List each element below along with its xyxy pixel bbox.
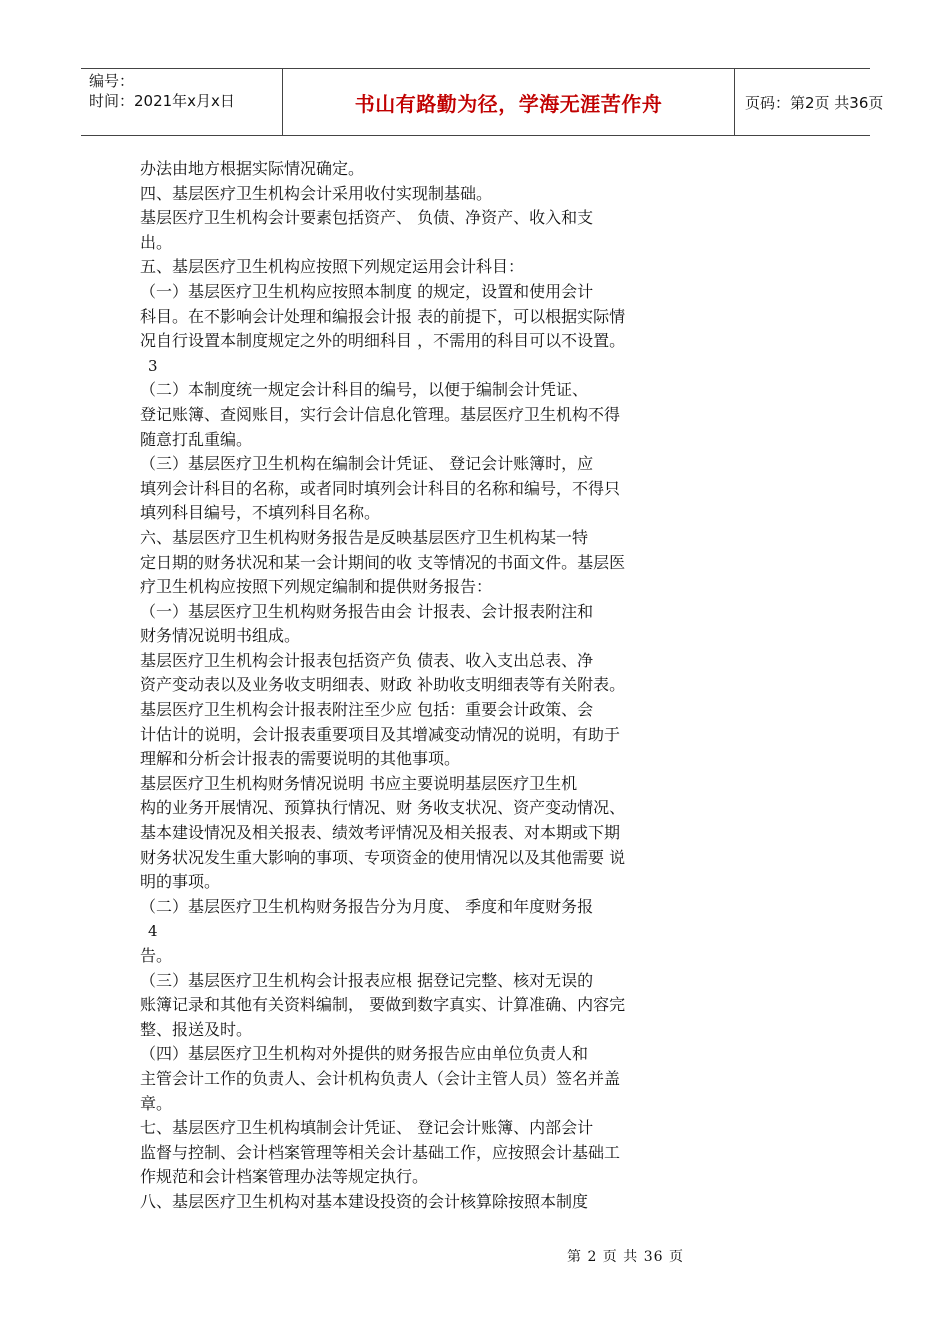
body-line: 理解和分析会计报表的需要说明的其他事项。 bbox=[140, 749, 461, 769]
body-line: 出。 bbox=[140, 232, 173, 252]
page-header bbox=[81, 68, 884, 136]
body-line: （一）基层医疗卫生机构应按照本制度 的规定，设置和使用会计 bbox=[140, 281, 594, 301]
body-line: （一）基层医疗卫生机构财务报告由会 计报表、会计报表附注和 bbox=[140, 601, 594, 621]
body-line: 明的事项。 bbox=[140, 872, 221, 892]
header-motto: 书山有路勤为径，学海无涯苦作舟 bbox=[282, 69, 735, 135]
body-line: 四、基层医疗卫生机构会计采用收付实现制基础。 bbox=[140, 183, 493, 203]
body-line: （二）基层医疗卫生机构财务报告分为月度、 季度和年度财务报 bbox=[140, 896, 594, 916]
body-line: 告。 bbox=[140, 946, 173, 965]
body-line: 基层医疗卫生机构会计要素包括资产、 负债、净资产、收入和支 bbox=[140, 208, 594, 228]
document-body bbox=[140, 157, 660, 1215]
document-number-label: 编号： bbox=[89, 72, 135, 90]
inline-page-number: 3 bbox=[148, 356, 158, 375]
body-line: 财务情况说明书组成。 bbox=[140, 626, 301, 646]
body-line: 基层医疗卫生机构会计报表附注至少应 包括：重要会计政策、会 bbox=[140, 700, 594, 720]
body-line: 资产变动表以及业务收支明细表、财政 补助收支明细表等有关附表。 bbox=[140, 675, 626, 695]
body-line: 随意打乱重编。 bbox=[140, 429, 253, 449]
body-line: 登记账簿、查阅账目，实行会计信息化管理。基层医疗卫生机构不得 bbox=[140, 404, 621, 424]
body-line: 填列科目编号，不填列科目名称。 bbox=[140, 503, 381, 523]
header-page-info: 页码：第2页 共36页 bbox=[745, 93, 884, 112]
body-line: 七、基层医疗卫生机构填制会计凭证、 登记会计账簿、内部会计 bbox=[140, 1118, 594, 1138]
body-line: 定日期的财务状况和某一会计期间的收 支等情况的书面文件。基层医 bbox=[140, 552, 626, 572]
body-line: 构的业务开展情况、预算执行情况、财 务收支状况、资产变动情况、 bbox=[140, 798, 626, 818]
body-line: 五、基层医疗卫生机构应按照下列规定运用会计科目： bbox=[140, 257, 525, 277]
body-line: 办法由地方根据实际情况确定。 bbox=[140, 159, 365, 178]
body-line: （三）基层医疗卫生机构在编制会计凭证、 登记会计账簿时，应 bbox=[140, 454, 594, 474]
body-line: 基层医疗卫生机构会计报表包括资产负 债表、收入支出总表、净 bbox=[140, 650, 594, 670]
page-footer: 第 2 页 共 36 页 bbox=[567, 1249, 684, 1265]
body-line: 整、报送及时。 bbox=[140, 1019, 253, 1039]
body-line: 监督与控制、会计档案管理等相关会计基础工作，应按照会计基础工 bbox=[140, 1142, 621, 1162]
body-line: 八、基层医疗卫生机构对基本建设投资的会计核算除按照本制度 bbox=[140, 1191, 589, 1211]
body-line: 章。 bbox=[140, 1093, 173, 1113]
body-line: 账簿记录和其他有关资料编制， 要做到数字真实、计算准确、内容完 bbox=[140, 995, 626, 1015]
body-line: 疗卫生机构应按照下列规定编制和提供财务报告： bbox=[140, 577, 493, 597]
body-line: （二）本制度统一规定会计科目的编号，以便于编制会计凭证、 bbox=[140, 380, 589, 400]
body-line: 六、基层医疗卫生机构财务报告是反映基层医疗卫生机构某一特 bbox=[140, 527, 589, 547]
body-line: （三）基层医疗卫生机构会计报表应根 据登记完整、核对无误的 bbox=[140, 970, 594, 990]
body-line: 主管会计工作的负责人、会计机构负责人（会计主管人员）签名并盖 bbox=[140, 1068, 621, 1088]
body-line: 况自行设置本制度规定之外的明细科目 ，不需用的科目可以不设置。 bbox=[140, 331, 626, 351]
body-line: 财务状况发生重大影响的事项、专项资金的使用情况以及其他需要 说 bbox=[140, 847, 626, 867]
body-line: 科目。在不影响会计处理和编报会计报 表的前提下，可以根据实际情 bbox=[140, 306, 626, 326]
header-meta bbox=[81, 69, 282, 135]
body-line: 计估计的说明，会计报表重要项目及其增减变动情况的说明，有助于 bbox=[140, 724, 621, 744]
document-date: 时间：2021年x月x日 bbox=[89, 92, 235, 110]
inline-page-number: 4 bbox=[148, 922, 158, 941]
body-line: 作规范和会计档案管理办法等规定执行。 bbox=[140, 1167, 429, 1187]
body-line: 填列会计科目的名称，或者同时填列会计科目的名称和编号，不得只 bbox=[140, 478, 621, 498]
body-line: 基层医疗卫生机构财务情况说明 书应主要说明基层医疗卫生机 bbox=[140, 773, 578, 793]
body-line: 基本建设情况及相关报表、绩效考评情况及相关报表、对本期或下期 bbox=[140, 823, 621, 843]
body-line: （四）基层医疗卫生机构对外提供的财务报告应由单位负责人和 bbox=[140, 1044, 589, 1064]
